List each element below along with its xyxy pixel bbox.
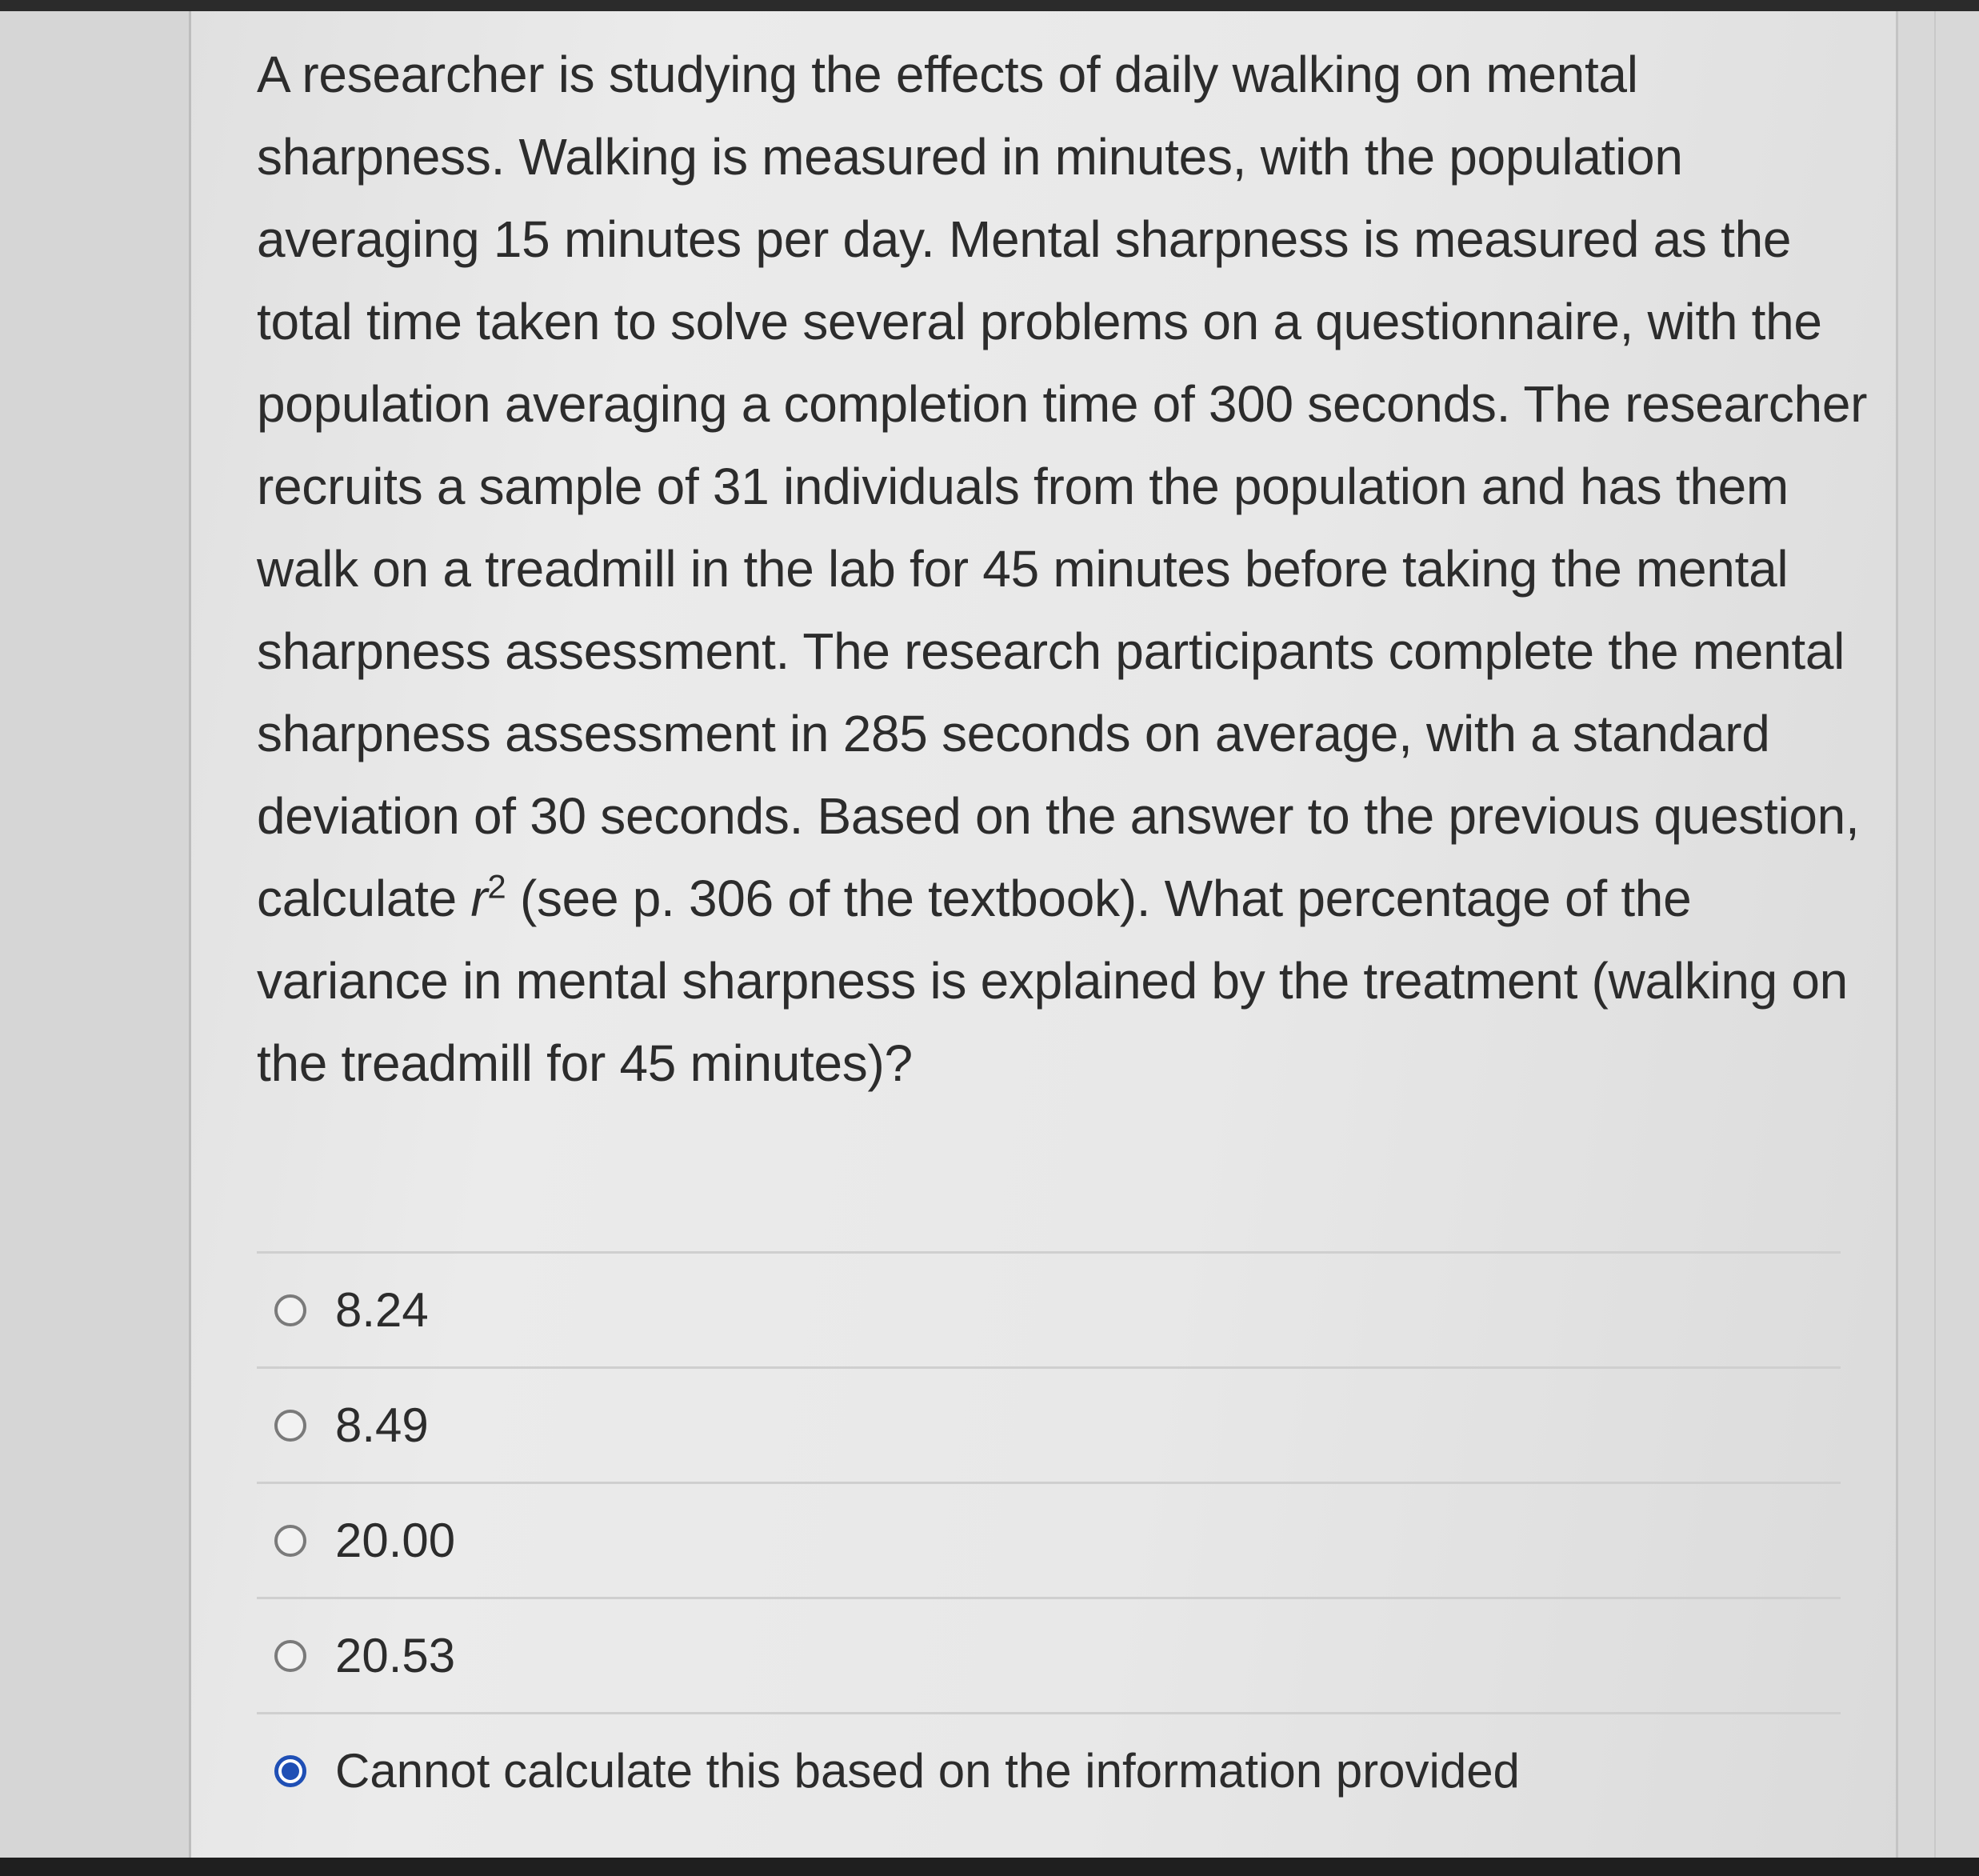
r-superscript: 2 bbox=[487, 867, 506, 906]
radio-button-option-3[interactable] bbox=[274, 1525, 306, 1557]
radio-button-option-4[interactable] bbox=[274, 1640, 306, 1672]
question-text bbox=[257, 34, 1873, 1105]
option-5-label[interactable]: Cannot calculate this based on the information provided bbox=[335, 1744, 1520, 1798]
radio-button-option-2[interactable] bbox=[274, 1410, 306, 1442]
question-text-part-1: A researcher is studying the effects of daily walking on mental sharpness. Walking is measured in minutes, with the population averaging 15 minutes per day. Mental sharpness is measured as the total time taken to solve several problems on a questionnaire, with the population averaging a completion time of 300 seconds. The researcher recruits a sample of 31 individuals from the population and has them walk on a treadmill in the lab for 45 minutes before taking the mental sharpness assessment. The research participants complete the mental sharpness assessment in 285 seconds on average, with a standard deviation of 30 seconds. Based on the answer to the previous question, calculate bbox=[257, 46, 1868, 927]
option-2[interactable] bbox=[257, 1369, 1841, 1482]
answer-options bbox=[257, 1251, 1841, 1827]
question-panel bbox=[191, 11, 1896, 1858]
r-symbol: r bbox=[470, 870, 488, 927]
radio-button-option-5-selected[interactable] bbox=[274, 1755, 306, 1787]
bottom-bezel bbox=[0, 1858, 1979, 1876]
left-sidebar bbox=[0, 11, 191, 1858]
option-3[interactable] bbox=[257, 1484, 1841, 1597]
option-5[interactable] bbox=[257, 1714, 1841, 1827]
option-3-label[interactable]: 20.00 bbox=[335, 1514, 456, 1567]
option-4[interactable] bbox=[257, 1599, 1841, 1712]
top-bezel bbox=[0, 0, 1979, 11]
question-text-part-2: (see p. 306 of the textbook). What percentage of the variance in mental sharpness is explained by the treatment (walking on the treadmill for 45 minutes)? bbox=[257, 870, 1848, 1092]
right-gutter-divider bbox=[1934, 11, 1936, 1858]
option-4-label[interactable]: 20.53 bbox=[335, 1629, 456, 1682]
radio-button-option-1[interactable] bbox=[274, 1294, 306, 1326]
option-1-label[interactable]: 8.24 bbox=[335, 1283, 429, 1337]
right-sidebar bbox=[1896, 11, 1979, 1858]
option-1[interactable] bbox=[257, 1254, 1841, 1366]
option-2-label[interactable]: 8.49 bbox=[335, 1398, 429, 1452]
